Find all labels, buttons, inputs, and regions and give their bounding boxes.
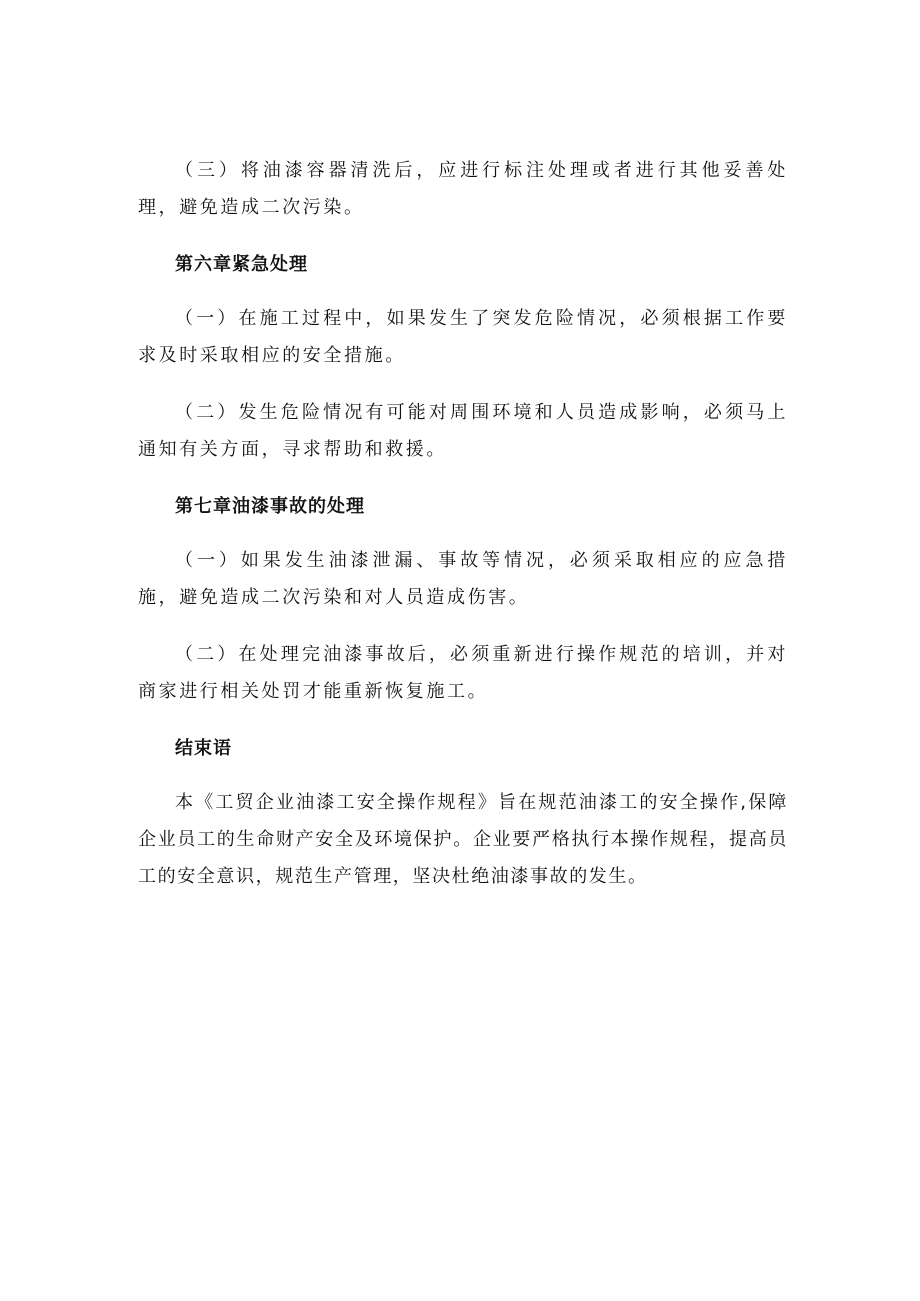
paragraph-leak-response: （一）如果发生油漆泄漏、事故等情况，必须采取相应的应急措施，避免造成二次污染和对人员造成伤害。 [138,550,788,608]
conclusion-heading: 结束语 [175,738,232,759]
paragraph-retraining: （二）在处理完油漆事故后，必须重新进行操作规范的培训，并对商家进行相关处罚才能重新恢复施工。 [138,644,788,702]
paragraph-emergency-measures: （一）在施工过程中，如果发生了突发危险情况，必须根据工作要求及时采取相应的安全措施。 [138,308,788,366]
chapter-6-heading: 第六章紧急处理 [175,254,308,275]
document-body [138,152,788,895]
paragraph-conclusion: 本《工贸企业油漆工安全操作规程》旨在规范油漆工的安全操作,保障企业员工的生命财产安全及环境保护。企业要严格执行本操作规程，提高员工的安全意识，规范生产管理，坚决杜绝油漆事故的发生。 [138,792,788,887]
paragraph-notify-help: （二）发生危险情况有可能对周围环境和人员造成影响，必须马上通知有关方面，寻求帮助和救援。 [138,402,788,460]
paragraph-clean-containers: （三）将油漆容器清洗后，应进行标注处理或者进行其他妥善处理，避免造成二次污染。 [138,160,788,218]
chapter-7-heading: 第七章油漆事故的处理 [175,496,365,517]
